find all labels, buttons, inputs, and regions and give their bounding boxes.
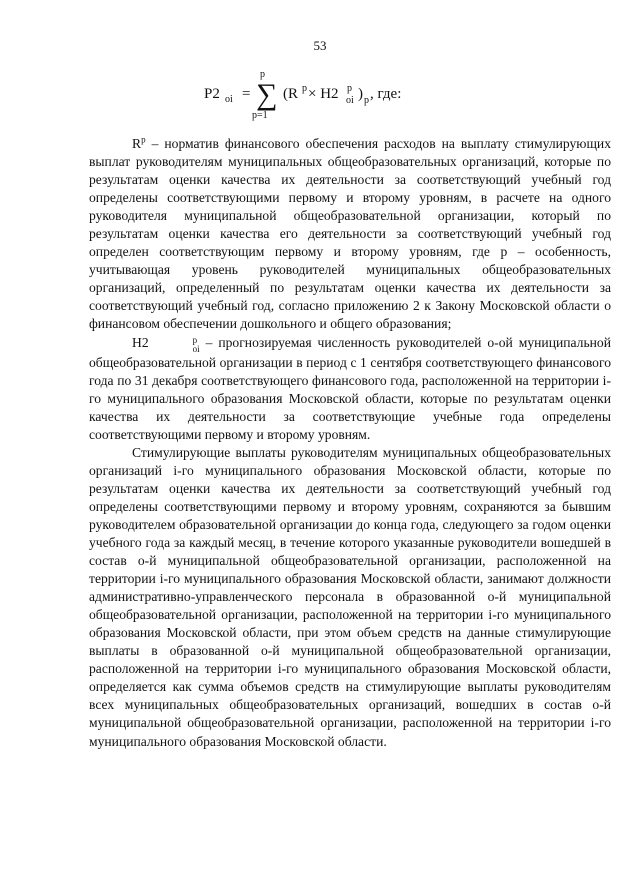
formula-sum-lower: p=1 — [252, 110, 268, 121]
formula-svg — [200, 60, 440, 122]
paragraph-stimulating-payments: Стимулирующие выплаты руководителям муниципальных общеобразовательных организаций i-го муниципального образования Московской области, которые по результатам оценки качества их деятельности за соответствующий учебный год определены соответствующими первому и второму уровням, сохраняются за бывшим руководителем образовательной организации до конца года, следующего за годом оценки учебного года за каждый месяц, в течение которого указанные руководители вошедшей в состав о-й муниципальной общеобразовательной организации, расположенной на территории i-го муниципального образования Московской области, занимают должности административно-управленческого персонала в образованной о-й муниципальной общеобразовательной организации, расположенной на территории i-го муниципального образования Московской области, при этом объем средств на данные стимулирующие выплаты в образованной о-й муниципальной общеобразовательной организации, расположенной на территории i-го муниципального образования Московской области, определяется как сумма объемов средств на стимулирующие выплаты руководителям всех муниципальных общеобразовательных организаций, вошедших в состав о-й муниципальной общеобразовательной организации, расположенной на территории i-го муниципального образования Московской области. — [89, 444, 611, 749]
symbol-r-sup: p — [141, 134, 146, 145]
symbol-h2-sub: oi — [192, 343, 200, 354]
page-number: 53 — [313, 38, 327, 53]
formula-body-sub2: oi — [346, 95, 354, 106]
symbol-h2-indices — [150, 336, 200, 354]
paragraph-2-text: – прогнозируемая численность руководителей о-ой муниципальной общеобразовательной организации в период с 1 сентября соответствующего финансового года по 31 декабря соответствующего финансового года, расположенной на территории i-го муниципального образования Московской области, которые по результатам оценки качества их деятельности за соответствующие учебные года определены соответствующими первому и второму уровням. — [89, 334, 611, 442]
symbol-h2: Н2 — [132, 334, 149, 350]
formula-outer-sub: p — [364, 95, 369, 106]
formula-lhs: Р2 — [204, 86, 220, 102]
paragraph-definition-r — [89, 135, 611, 334]
formula-tail: , где: — [370, 86, 402, 102]
formula — [0, 60, 640, 122]
formula-body-close: ) — [358, 86, 363, 102]
symbol-h2-sup: p — [192, 334, 198, 345]
paragraph-definition-h2 — [89, 334, 611, 444]
symbol-r: R — [132, 136, 142, 151]
formula-body-sup2: p — [347, 83, 352, 94]
formula-lhs-sub: oi — [225, 94, 233, 105]
formula-sum-upper: p — [260, 69, 265, 80]
formula-equals: = — [242, 86, 251, 102]
formula-body-open: (R — [283, 86, 298, 102]
formula-times: × Н2 — [308, 86, 339, 102]
paragraph-1-text: – норматив финансового обеспечения расходов на выплату стимулирующих выплат руководителям муниципальных общеобразовательных организаций, которые по результатам оценки качества их деятельности за соответствующий учебный год определены соответствующими первому и второму уровням, в расчете на одного руководителя муниципальной общеобразовательной организации, который по результатам оценки качества его деятельности за соответствующий учебный год определен соответствующим первому и второму уровням, где р – особенность, учитывающая уровень руководителей муниципальных общеобразовательных организаций, определенный по результатам оценки качества их деятельности за соответствующий учебный год, согласно приложению 2 к Закону Московской области о финансовом обеспечении дошкольного и общего образования; — [89, 136, 611, 332]
formula-sum-symbol: ∑ — [256, 78, 278, 111]
body-text — [89, 135, 611, 751]
formula-body-sup1: p — [302, 83, 307, 94]
